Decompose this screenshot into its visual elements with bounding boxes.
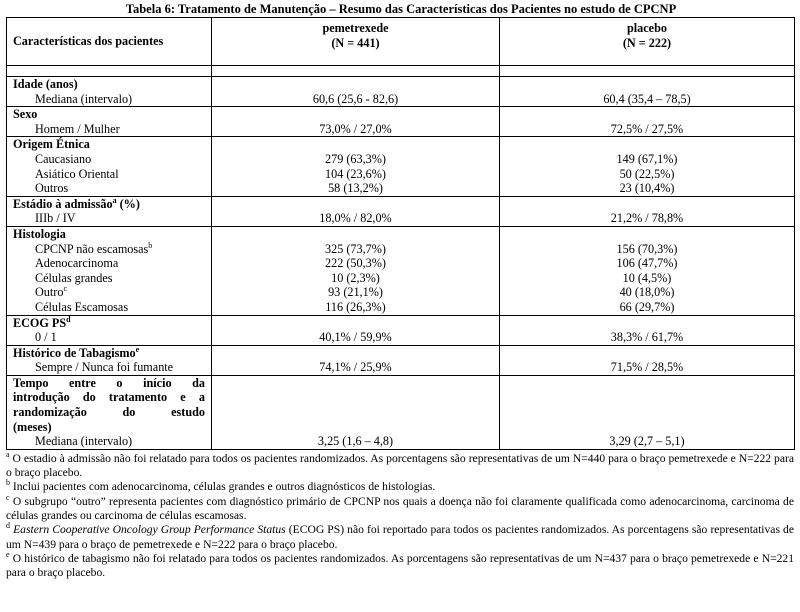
- spacer-row: [7, 66, 795, 77]
- row-label: Mediana (intervalo): [7, 92, 212, 107]
- section-ethnic: [7, 137, 795, 152]
- footnotes: [6, 449, 794, 581]
- table-row: [7, 434, 795, 449]
- cell-placebo: 71,5% / 28,5%: [500, 360, 795, 375]
- row-label: Outro$^c$: [7, 285, 212, 300]
- header-pemetrexede: [212, 18, 500, 66]
- cell-placebo: 40 (18,0%): [500, 285, 795, 300]
- table-row: [7, 271, 795, 286]
- section-label: ECOG $PS^d$: [7, 315, 212, 330]
- table-header-row: [7, 18, 795, 66]
- row-label: Homem / Mulher: [7, 122, 212, 137]
- row-label: IIIb / IV: [7, 211, 212, 226]
- section-sex: [7, 107, 795, 122]
- header-pemetrexede-n: (N = 441): [331, 35, 380, 50]
- table-title: Tabela 6: Tratamento de Manutenção – Resumo das Características dos Pacientes no estudo de CPCNP: [125, 2, 677, 16]
- cell-pemetrexede: 10 (2,3%): [212, 271, 500, 286]
- cell-placebo: 156 (70,3%): [500, 242, 795, 257]
- cell-placebo: 106 (47,7%): [500, 256, 795, 271]
- cell-pemetrexede: 325 (73,7%): [212, 242, 500, 257]
- row-label: Adenocarcinoma: [7, 256, 212, 271]
- section-age: [7, 77, 795, 92]
- cell-placebo: 72,5% / 27,5%: [500, 122, 795, 137]
- section-label: Histologia: [7, 226, 212, 241]
- row-label: Sempre / Nunca foi fumante: [7, 360, 212, 375]
- section-smoking: [7, 345, 795, 360]
- cell-placebo: 3,29 (2,7 – 5,1): [500, 434, 795, 449]
- footnote-marker: d: [66, 314, 71, 324]
- cell-pemetrexede: 58 (13,2%): [212, 181, 500, 196]
- section-label: Tempo entre o início da introdução do tratamento e a randomização do estudo (meses): [7, 375, 212, 434]
- footnote-marker: e: [135, 344, 140, 354]
- header-placebo-n: (N = 222): [622, 35, 672, 50]
- row-label: 0 / 1: [7, 330, 212, 345]
- footnote-e: $^e$ O histórico de tabagismo não foi relatado para todos os pacientes randomizados. As porcentagens são representativas de um N=437 para o braço pemetrexede e N=221 para o braço placebo.: [6, 550, 794, 580]
- footnote-b: $^b$ Inclui pacientes com adenocarcinoma, células grandes e outros diagnósticos de histologias.: [6, 478, 436, 494]
- row-label: Células Escamosas: [7, 300, 212, 315]
- cell-placebo: 149 (67,1%): [500, 152, 795, 167]
- section-stage: [7, 196, 795, 211]
- table-row: [7, 242, 795, 257]
- cell-pemetrexede: 73,0% / 27,0%: [212, 122, 500, 137]
- table-row: [7, 122, 795, 137]
- section-label: Idade (anos): [7, 77, 212, 92]
- cell-pemetrexede: 93 (21,1%): [212, 285, 500, 300]
- header-characteristics: Características dos pacientes: [7, 18, 212, 66]
- row-label: Asiático Oriental: [7, 167, 212, 182]
- row-label: Outros: [7, 181, 212, 196]
- cell-pemetrexede: 279 (63,3%): [212, 152, 500, 167]
- footnote-marker: a: [112, 195, 117, 205]
- cell-pemetrexede: 3,25 (1,6 – 4,8): [212, 434, 500, 449]
- section-label: Origem Étnica: [7, 137, 212, 152]
- row-label: Mediana (intervalo): [7, 434, 212, 449]
- section-label: Estádio à admissão$^a$ (%): [7, 196, 212, 211]
- footnote-marker: b: [148, 240, 153, 250]
- cell-pemetrexede: 104 (23,6%): [212, 167, 500, 182]
- table-row: [7, 256, 795, 271]
- header-pemetrexede-name: pemetrexede: [322, 21, 389, 35]
- cell-pemetrexede: 222 (50,3%): [212, 256, 500, 271]
- header-placebo: [500, 18, 795, 66]
- characteristics-table: [6, 17, 795, 450]
- cell-placebo: 60,4 (35,4 – 78,5): [500, 92, 795, 107]
- cell-placebo: 50 (22,5%): [500, 167, 795, 182]
- table-row: [7, 181, 795, 196]
- table-row: [7, 152, 795, 167]
- cell-placebo: 66 (29,7%): [500, 300, 795, 315]
- section-histology: [7, 226, 795, 241]
- table-row: [7, 285, 795, 300]
- cell-pemetrexede: 40,1% / 59,9%: [212, 330, 500, 345]
- footnote-d: $^d$ Eastern Cooperative Oncology Group Performance Status (ECOG PS) não foi reportado para todos os pacientes randomizados. As porcentagens são representativas de um N=439 para o braço de pemetrexede e N=222 para o braço placebo.: [6, 521, 794, 551]
- section-label: Sexo: [7, 107, 212, 122]
- table-row: [7, 211, 795, 226]
- row-label: Células grandes: [7, 271, 212, 286]
- section-time: [7, 375, 795, 434]
- footnote-c: $^c$ O subgrupo “outro” representa pacientes com diagnóstico primário de CPCNP nos quais a doença não foi claramente qualificada como adenocarcinoma, carcinoma de células grandes ou carcinoma de células escamosas.: [6, 492, 794, 523]
- header-placebo-name: placebo: [627, 21, 667, 35]
- table-row: [7, 300, 795, 315]
- cell-placebo: 21,2% / 78,8%: [500, 211, 795, 226]
- cell-pemetrexede: 74,1% / 25,9%: [212, 360, 500, 375]
- table-row: [7, 167, 795, 182]
- section-ecog: [7, 315, 795, 330]
- table-row: [7, 360, 795, 375]
- cell-placebo: 38,3% / 61,7%: [500, 330, 795, 345]
- footnote-a: $^a$ O estadio à admissão não foi relatado para todos os pacientes randomizados. As porcentagens são representativas de um N=440 para o braço pemetrexede e N=222 para o braço placebo.: [6, 449, 794, 480]
- row-label: Caucasiano: [7, 152, 212, 167]
- table-row: [7, 92, 795, 107]
- document: [6, 2, 796, 581]
- section-label: Histórico de Tabagismo$^e$: [7, 345, 212, 360]
- cell-pemetrexede: 116 (26,3%): [212, 300, 500, 315]
- cell-placebo: 23 (10,4%): [500, 181, 795, 196]
- row-label: CPCNP não escamosas$^b$: [7, 242, 212, 257]
- footnote-marker: c: [63, 284, 67, 294]
- cell-pemetrexede: 60,6 (25,6 - 82,6): [212, 92, 500, 107]
- cell-pemetrexede: 18,0% / 82,0%: [212, 211, 500, 226]
- cell-placebo: 10 (4,5%): [500, 271, 795, 286]
- table-row: [7, 330, 795, 345]
